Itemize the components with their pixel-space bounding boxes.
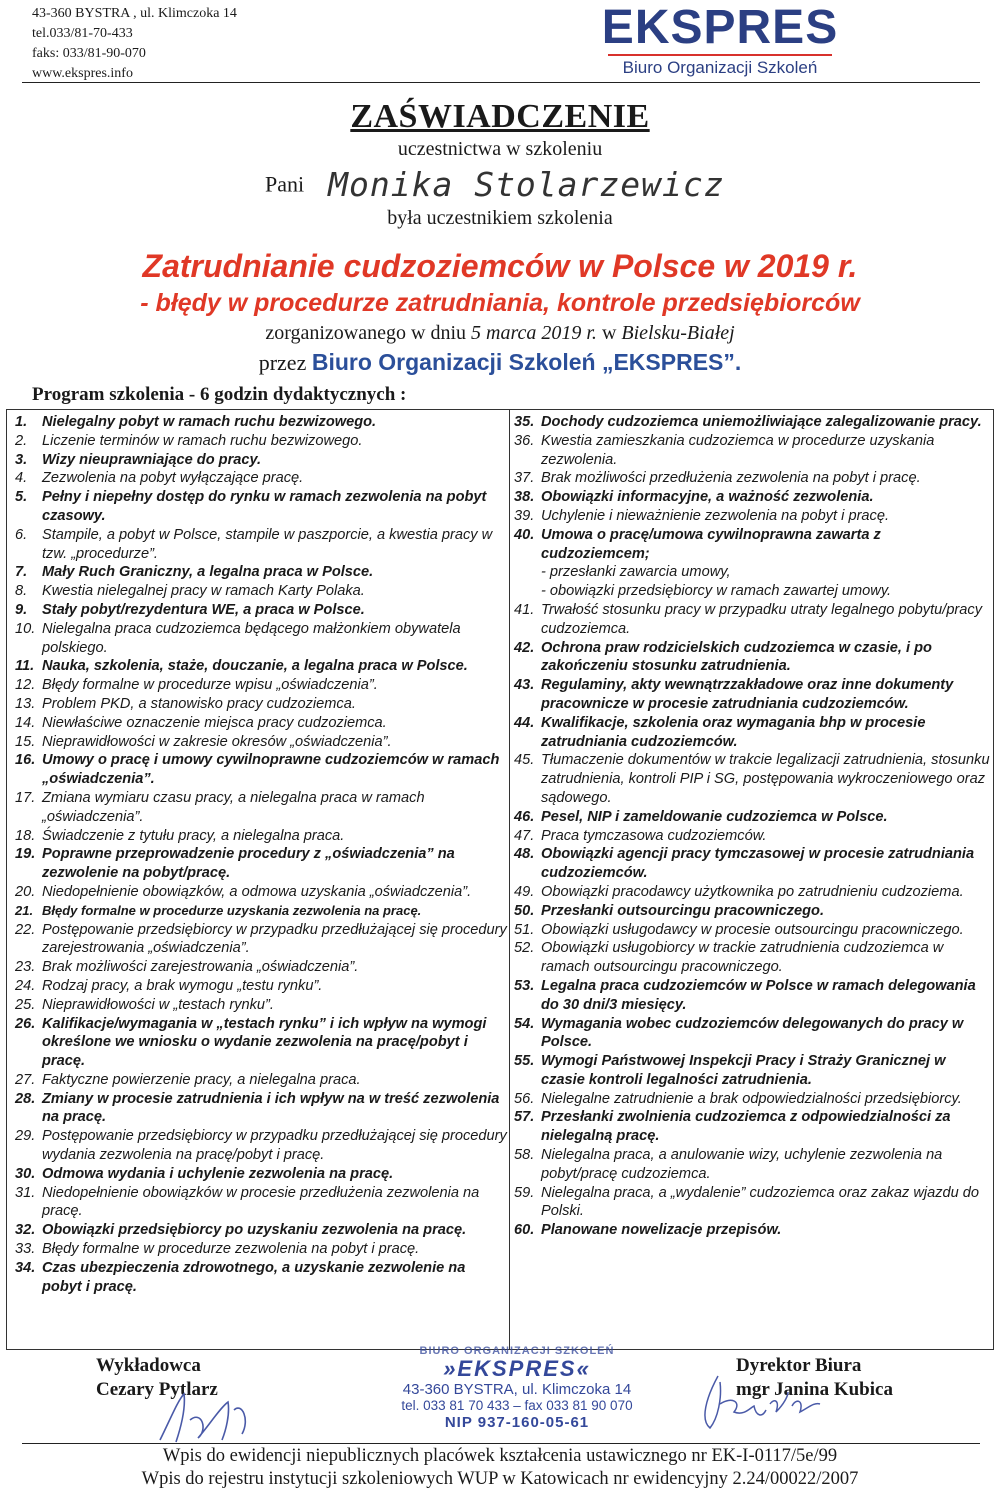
program-item: [15, 1184, 507, 1222]
program-item: [514, 413, 990, 432]
program-item: [15, 1259, 507, 1297]
program-item-number: 27.: [15, 1071, 36, 1088]
program-item: [15, 432, 507, 451]
program-item-number: 7.: [15, 564, 28, 581]
program-item-number: 55.: [514, 1053, 535, 1070]
program-item-text: Nieprawidłowości w „testach rynku”.: [42, 996, 274, 1013]
program-item-text: Obowiązki informacyjne, a ważność zezwolenia.: [541, 489, 874, 506]
program-item-text: Niedopełnienie obowiązków w procesie przedłużenia zezwolenia na pracę.: [42, 1184, 480, 1220]
program-item: [514, 1184, 990, 1222]
program-item-text: Niedopełnienie obowiązków, a odmowa uzyskania „oświadczenia”.: [42, 883, 472, 900]
director-signature: [696, 1368, 836, 1438]
program-item-text: Nielegalna praca, a „wydalenie” cudzoziemca oraz zakaz wjazdu do Polski.: [541, 1184, 980, 1220]
program-item-text: Faktyczne powierzenie pracy, a nielegalna praca.: [42, 1071, 361, 1088]
program-item-text: Pesel, NIP i zameldowanie cudzoziemca w Polsce.: [541, 808, 888, 825]
program-item-number: 30.: [15, 1165, 36, 1182]
program-item-number: 43.: [514, 677, 535, 694]
course-title: Zatrudnianie cudzoziemców w Polsce w 2019 r.: [142, 248, 858, 284]
program-item: [514, 714, 990, 752]
program-item-text: Kwestia nielegalnej pracy w ramach Karty Polaka.: [42, 583, 365, 600]
organizer-prefix: przez: [258, 350, 307, 375]
program-item: [15, 563, 507, 582]
header-divider: [22, 82, 980, 83]
program-item-text: Postępowanie przedsiębiorcy w przypadku przedłużającej się procedury wydania zezwolenia na pracę/pobyt i pracę.: [42, 1128, 507, 1164]
program-table: [6, 409, 994, 1350]
lecturer-title: Wykładowca: [96, 1355, 201, 1376]
program-item: [15, 789, 507, 827]
program-item: [514, 1090, 990, 1109]
program-item: [514, 1221, 990, 1240]
participation-statement: była uczestnikiem szkolenia: [387, 207, 613, 229]
company-logo: [600, 1, 840, 78]
program-item: [514, 1015, 990, 1053]
program-item: [514, 601, 990, 639]
program-item: [15, 921, 507, 959]
program-item-text: Błędy formalne w procedurze zezwolenia na pobyt i pracę.: [42, 1241, 420, 1258]
program-item-number: 36.: [514, 432, 535, 449]
program-item: [15, 845, 507, 883]
program-item-text: Brak możliwości przedłużenia zezwolenia na pobyt i pracę.: [541, 470, 921, 487]
program-item: [514, 507, 990, 526]
program-item-number: 40.: [514, 526, 535, 543]
program-item-number: 45.: [514, 752, 535, 769]
program-item-text: Obowiązki usługobiorcy w trackie zatrudnienia cudzoziemca w ramach outsourcingu pracowniczego.: [541, 940, 944, 976]
program-item-number: 24.: [15, 977, 36, 994]
program-item: [15, 751, 507, 789]
program-item-text: Przesłanki outsourcingu pracowniczego.: [541, 902, 825, 919]
logo-accent-rule: [608, 54, 832, 56]
program-item-number: 18.: [15, 827, 36, 844]
program-item-text: Brak możliwości zarejestrowania „oświadczenia”.: [42, 959, 359, 976]
program-item: [514, 827, 990, 846]
program-item-number: 1.: [15, 414, 28, 430]
program-item-text: Niewłaściwe oznaczenie miejsca pracy cudzoziemca.: [42, 714, 387, 731]
program-item-text: Zmiany w procesie zatrudnienia i ich wpływ na w treść zezwolenia na pracę.: [42, 1090, 500, 1126]
logo-tagline: Biuro Organizacji Szkoleń: [622, 58, 818, 77]
program-item-text: Obowiązki usługodawcy w procesie outsourcingu pracowniczego.: [541, 921, 964, 938]
salutation: Pani: [265, 171, 305, 197]
program-item-text: Stały pobyt/rezydentura WE, a praca w Polsce.: [42, 601, 365, 618]
director-name: mgr Janina Kubica: [736, 1379, 893, 1400]
program-item: [15, 714, 507, 733]
program-item-text: Nauka, szkolenia, staże, douczanie, a legalna praca w Polsce.: [42, 658, 468, 675]
participant-line: [265, 165, 725, 204]
program-item: [15, 676, 507, 695]
program-item-number: 14.: [15, 714, 36, 731]
program-item-number: 51.: [514, 921, 535, 938]
program-item-number: 32.: [15, 1222, 36, 1239]
column-divider: [509, 410, 510, 1349]
program-item-number: 49.: [514, 883, 535, 900]
program-item-text: Tłumaczenie dokumentów w trakcie legalizacji zatrudnienia, stosunku zatrudnienia, kontroli PIP i SG, postępowania wykroczeniowego oraz sądowego.: [541, 752, 990, 806]
contact-website: www.ekspres.info: [32, 66, 133, 81]
contact-phone: tel.033/81-70-433: [32, 26, 133, 41]
organized-line: [0, 322, 1000, 345]
program-item-number: 3.: [15, 451, 28, 468]
program-item-number: 21.: [15, 902, 34, 918]
participant-name: Monika Stolarzewicz: [328, 165, 725, 204]
program-item-text: Odmowa wydania i uchylenie zezwolenia na pracę.: [42, 1165, 394, 1182]
program-item-text: Mały Ruch Graniczny, a legalna praca w Polsce.: [42, 564, 374, 581]
program-item-text: Obowiązki agencji pracy tymczasowej w procesie zatrudniania cudzoziemców.: [541, 846, 975, 882]
program-item-number: [514, 563, 541, 582]
program-item-text: Ochrona praw rodzicielskich cudzoziemca w czasie, i po zakończeniu stosunku zatrudnienia.: [541, 639, 932, 675]
program-item-number: 13.: [15, 695, 36, 712]
program-item: [514, 1108, 990, 1146]
organized-date: 5 marca 2019 r.: [471, 322, 597, 344]
program-item-number: 29.: [15, 1128, 36, 1145]
program-item-number: 19.: [15, 846, 36, 863]
program-item: [15, 1127, 507, 1165]
program-item-text: Pełny i niepełny dostęp do rynku w ramach zezwolenia na pobyt czasowy.: [42, 489, 487, 524]
program-item-text: Nielegalny pobyt w ramach ruchu bezwizowego.: [42, 414, 377, 430]
program-item-text: Kwestia zamieszkania cudzoziemca w procedurze uzyskania zezwolenia.: [541, 432, 935, 468]
program-item-number: 38.: [514, 489, 535, 506]
lecturer-name: Cezary Pytlarz: [96, 1379, 218, 1400]
organizer-name: Biuro Organizacji Szkoleń „EKSPRES”.: [311, 349, 742, 375]
program-item-text: Regulaminy, akty wewnątrzzakładowe oraz inne dokumenty pracownicze w procesie zatrudniania cudzoziemców.: [541, 677, 954, 712]
program-item-text: Wymogi Państwowej Inspekcji Pracy i Straży Granicznej w czasie kontroli legalności zatrudnienia.: [541, 1053, 946, 1088]
registry-line-1: Wpis do ewidencji niepublicznych placówek kształcenia ustawicznego nr EK-I-0117/5e/99: [162, 1446, 838, 1466]
program-item: [514, 939, 990, 977]
program-item-text: Świadczenie z tytułu pracy, a nielegalna praca.: [42, 827, 345, 844]
program-item-number: 12.: [15, 677, 36, 694]
program-item-number: 2.: [15, 432, 28, 449]
program-item-number: 44.: [514, 714, 535, 731]
program-item-text: Umowy o pracę i umowy cywilnoprawne cudzoziemców w ramach „oświadczenia”.: [42, 752, 500, 788]
program-item-text: Uchylenie i nieważnienie zezwolenia na pobyt i pracę.: [541, 507, 890, 524]
program-item: [15, 601, 507, 620]
footer-divider: [22, 1443, 980, 1444]
program-item: [514, 582, 990, 601]
program-item-text: Błędy formalne w procedurze wpisu „oświadczenia”.: [42, 677, 378, 694]
stamp-address: 43-360 BYSTRA, ul. Klimczoka 14: [402, 1381, 632, 1398]
program-item: [15, 1221, 507, 1240]
program-item-number: 58.: [514, 1147, 535, 1164]
program-item: [15, 1165, 507, 1184]
program-item-text: Nielegalne zatrudnienie a brak odpowiedzialności przedsiębiorcy.: [541, 1090, 962, 1107]
program-item-number: 20.: [15, 883, 36, 900]
program-item-number: 10.: [15, 620, 36, 637]
program-item: [514, 676, 990, 714]
program-item-number: 5.: [15, 489, 28, 506]
program-item: [15, 827, 507, 846]
program-item: [514, 469, 990, 488]
program-item-number: 53.: [514, 977, 535, 994]
program-item: [15, 996, 507, 1015]
certificate-subtitle: uczestnictwa w szkoleniu: [397, 138, 603, 160]
stamp-name: »EKSPRES«: [443, 1356, 591, 1381]
course-subtitle: - błędy w procedurze zatrudniania, kontrole przedsiębiorców: [140, 289, 860, 317]
program-item: [15, 469, 507, 488]
program-item-number: 41.: [514, 601, 535, 618]
program-item-number: 31.: [15, 1184, 36, 1201]
program-item: [514, 751, 990, 807]
program-item: [514, 902, 990, 921]
program-item: [514, 921, 990, 940]
contact-fax: faks: 033/81-90-070: [32, 46, 146, 61]
program-item: [514, 1052, 990, 1090]
program-item: [514, 808, 990, 827]
contact-block: [32, 4, 237, 84]
certificate-title: ZAŚWIADCZENIE: [350, 98, 650, 135]
program-item: [15, 526, 507, 564]
program-item-text: Nielegalna praca, a anulowanie wizy, uchylenie zezwolenia na pobyt/pracę cudzoziemca.: [541, 1147, 943, 1182]
program-item-text: - przesłanki zawarcia umowy,: [541, 564, 731, 581]
program-item-number: 25.: [15, 996, 36, 1013]
program-item-text: Umowa o pracę/umowa cywilnoprawna zawarta z cudzoziemcem;: [541, 526, 881, 562]
lecturer-signature: [150, 1390, 260, 1446]
program-item-text: Nielegalna praca cudzoziemca będącego małżonkiem obywatela polskiego.: [42, 620, 461, 656]
program-item-text: Obowiązki przedsiębiorcy po uzyskaniu zezwolenia na pracę.: [42, 1222, 467, 1239]
program-item-number: 22.: [15, 921, 36, 938]
program-item: [15, 1015, 507, 1071]
program-item-number: 4.: [15, 470, 28, 487]
program-item-number: 50.: [514, 902, 535, 919]
program-right-column: [514, 413, 990, 1240]
program-item-number: 15.: [15, 733, 36, 750]
program-item: [514, 977, 990, 1015]
program-item: [15, 413, 507, 432]
program-item-text: Problem PKD, a stanowisko pracy cudzoziemca.: [42, 695, 356, 712]
program-item-text: Praca tymczasowa cudzoziemców.: [541, 827, 767, 844]
program-item-number: 9.: [15, 601, 28, 618]
program-item: [15, 958, 507, 977]
program-item-text: Obowiązki pracodawcy użytkownika po zatrudnieniu cudzoziema.: [541, 883, 964, 900]
program-item: [15, 1240, 507, 1259]
program-item-text: - obowiązki przedsiębiorcy w ramach zawartej umowy.: [541, 583, 892, 600]
program-item: [514, 563, 990, 582]
program-item-number: 52.: [514, 940, 535, 957]
program-item: [514, 432, 990, 470]
program-item-number: 17.: [15, 789, 36, 806]
organized-place: Bielsku-Białej: [621, 322, 735, 344]
registry-line-2: Wpis do rejestru instytucji szkoleniowych WUP w Katowicach nr ewidencyjny 2.24/00022/2007: [141, 1469, 859, 1489]
program-item: [15, 657, 507, 676]
program-item-number: 35.: [514, 414, 535, 430]
program-item-text: Postępowanie przedsiębiorcy w przypadku przedłużającej się procedury zarejestrowania „oświadczenia”.: [42, 921, 507, 957]
registry-footer: [0, 1445, 1000, 1491]
program-item-number: 42.: [514, 639, 535, 656]
program-item-number: 33.: [15, 1241, 36, 1258]
program-item-number: 11.: [15, 658, 35, 675]
organized-in: w: [601, 322, 617, 344]
program-item-text: Kalifikacje/wymagania w „testach rynku” i ich wpływ na wymogi określone we wniosku o wydanie zezwolenia na pracę/pobyt i pracę.: [42, 1015, 487, 1070]
program-item-text: Kwalifikacje, szkolenia oraz wymagania bhp w procesie zatrudniania cudzoziemców.: [541, 714, 926, 750]
program-item-number: 28.: [15, 1090, 36, 1107]
program-item-text: Nieprawidłowości w zakresie okresów „oświadczenia”.: [42, 733, 392, 750]
organizer-line: [0, 349, 1000, 376]
program-left-column: [15, 413, 507, 1296]
program-item-text: Zezwolenia na pobyt wyłączające pracę.: [42, 470, 304, 487]
program-item-text: Poprawne przeprowadzenie procedury z „oświadczenia” na zezwolenie na pobyt/pracę.: [42, 846, 455, 882]
program-item: [15, 488, 507, 526]
program-item: [514, 526, 990, 564]
program-item-number: 59.: [514, 1184, 535, 1201]
program-item-number: [514, 582, 541, 601]
program-item-text: Rodzaj pracy, a brak wymogu „testu rynku”.: [42, 977, 323, 994]
program-item-number: 46.: [514, 808, 535, 825]
company-stamp: [388, 1345, 646, 1431]
stamp-phone: tel. 033 81 70 433 – fax 033 81 90 070: [401, 1398, 633, 1413]
program-item: [15, 977, 507, 996]
program-item: [15, 582, 507, 601]
program-item-number: 6.: [15, 526, 28, 543]
program-item: [15, 883, 507, 902]
program-item: [15, 1090, 507, 1128]
program-item: [15, 733, 507, 752]
program-item-text: Wizy nieuprawniające do pracy.: [42, 451, 262, 468]
program-item-text: Legalna praca cudzoziemców w Polsce w ramach delegowania do 30 dni/3 miesięcy.: [541, 977, 976, 1013]
logo-wordmark: EKSPRES: [601, 1, 839, 54]
program-item-number: 26.: [15, 1015, 36, 1032]
program-item-number: 8.: [15, 583, 28, 600]
program-item-text: Błędy formalne w procedurze uzyskania zezwolenia na pracę.: [42, 902, 422, 918]
program-item-number: 47.: [514, 827, 535, 844]
program-item-text: Stampile, a pobyt w Polsce, stampile w paszporcie, a kwestia pracy w tzw. „procedurze”.: [42, 526, 493, 562]
program-item: [15, 695, 507, 714]
program-item-number: 54.: [514, 1015, 535, 1032]
program-item-text: Przesłanki zwolnienia cudzoziemca z odpowiedzialności za nielegalną pracę.: [541, 1109, 951, 1145]
program-item: [514, 639, 990, 677]
organized-prefix: zorganizowanego w dniu: [265, 322, 466, 344]
program-item-number: 39.: [514, 507, 535, 524]
program-item-text: Trwałość stosunku pracy w przypadku utraty legalnego pobytu/pracy cudzoziemca.: [541, 601, 983, 637]
program-item-number: 60.: [514, 1222, 535, 1239]
program-item-number: 23.: [15, 959, 36, 976]
stamp-header: BIURO ORGANIZACJI SZKOLEŃ: [419, 1345, 615, 1357]
program-item-text: Zmiana wymiaru czasu pracy, a nielegalna praca w ramach „oświadczenia”.: [42, 789, 425, 825]
program-item-number: 57.: [514, 1109, 535, 1126]
director-title: Dyrektor Biura: [736, 1355, 862, 1376]
program-item: [514, 488, 990, 507]
program-item-text: Dochody cudzoziemca uniemożliwiające zalegalizowanie pracy.: [541, 414, 982, 430]
program-item-text: Czas ubezpieczenia zdrowotnego, a uzyskanie zezwolenie na pobyt i pracę.: [42, 1259, 466, 1295]
program-item-text: Liczenie terminów w ramach ruchu bezwizowego.: [42, 432, 363, 449]
program-item: [514, 883, 990, 902]
program-item: [15, 902, 507, 921]
program-item-number: 37.: [514, 470, 535, 487]
program-heading: Program szkolenia - 6 godzin dydaktycznych :: [32, 384, 407, 405]
program-item-text: Planowane nowelizacje przepisów.: [541, 1222, 782, 1239]
program-item-number: 48.: [514, 846, 535, 863]
program-item-number: 16.: [15, 752, 36, 769]
stamp-nip: NIP 937-160-05-61: [444, 1414, 590, 1431]
program-item: [514, 845, 990, 883]
contact-address: 43-360 BYSTRA , ul. Klimczoka 14: [32, 6, 237, 21]
program-item-number: 34.: [15, 1259, 36, 1276]
program-item-number: 56.: [514, 1090, 535, 1107]
program-item: [15, 620, 507, 658]
program-item: [15, 1071, 507, 1090]
program-item: [15, 451, 507, 470]
program-item-text: Wymagania wobec cudzoziemców delegowanych do pracy w Polsce.: [541, 1015, 964, 1051]
program-item: [514, 1146, 990, 1184]
